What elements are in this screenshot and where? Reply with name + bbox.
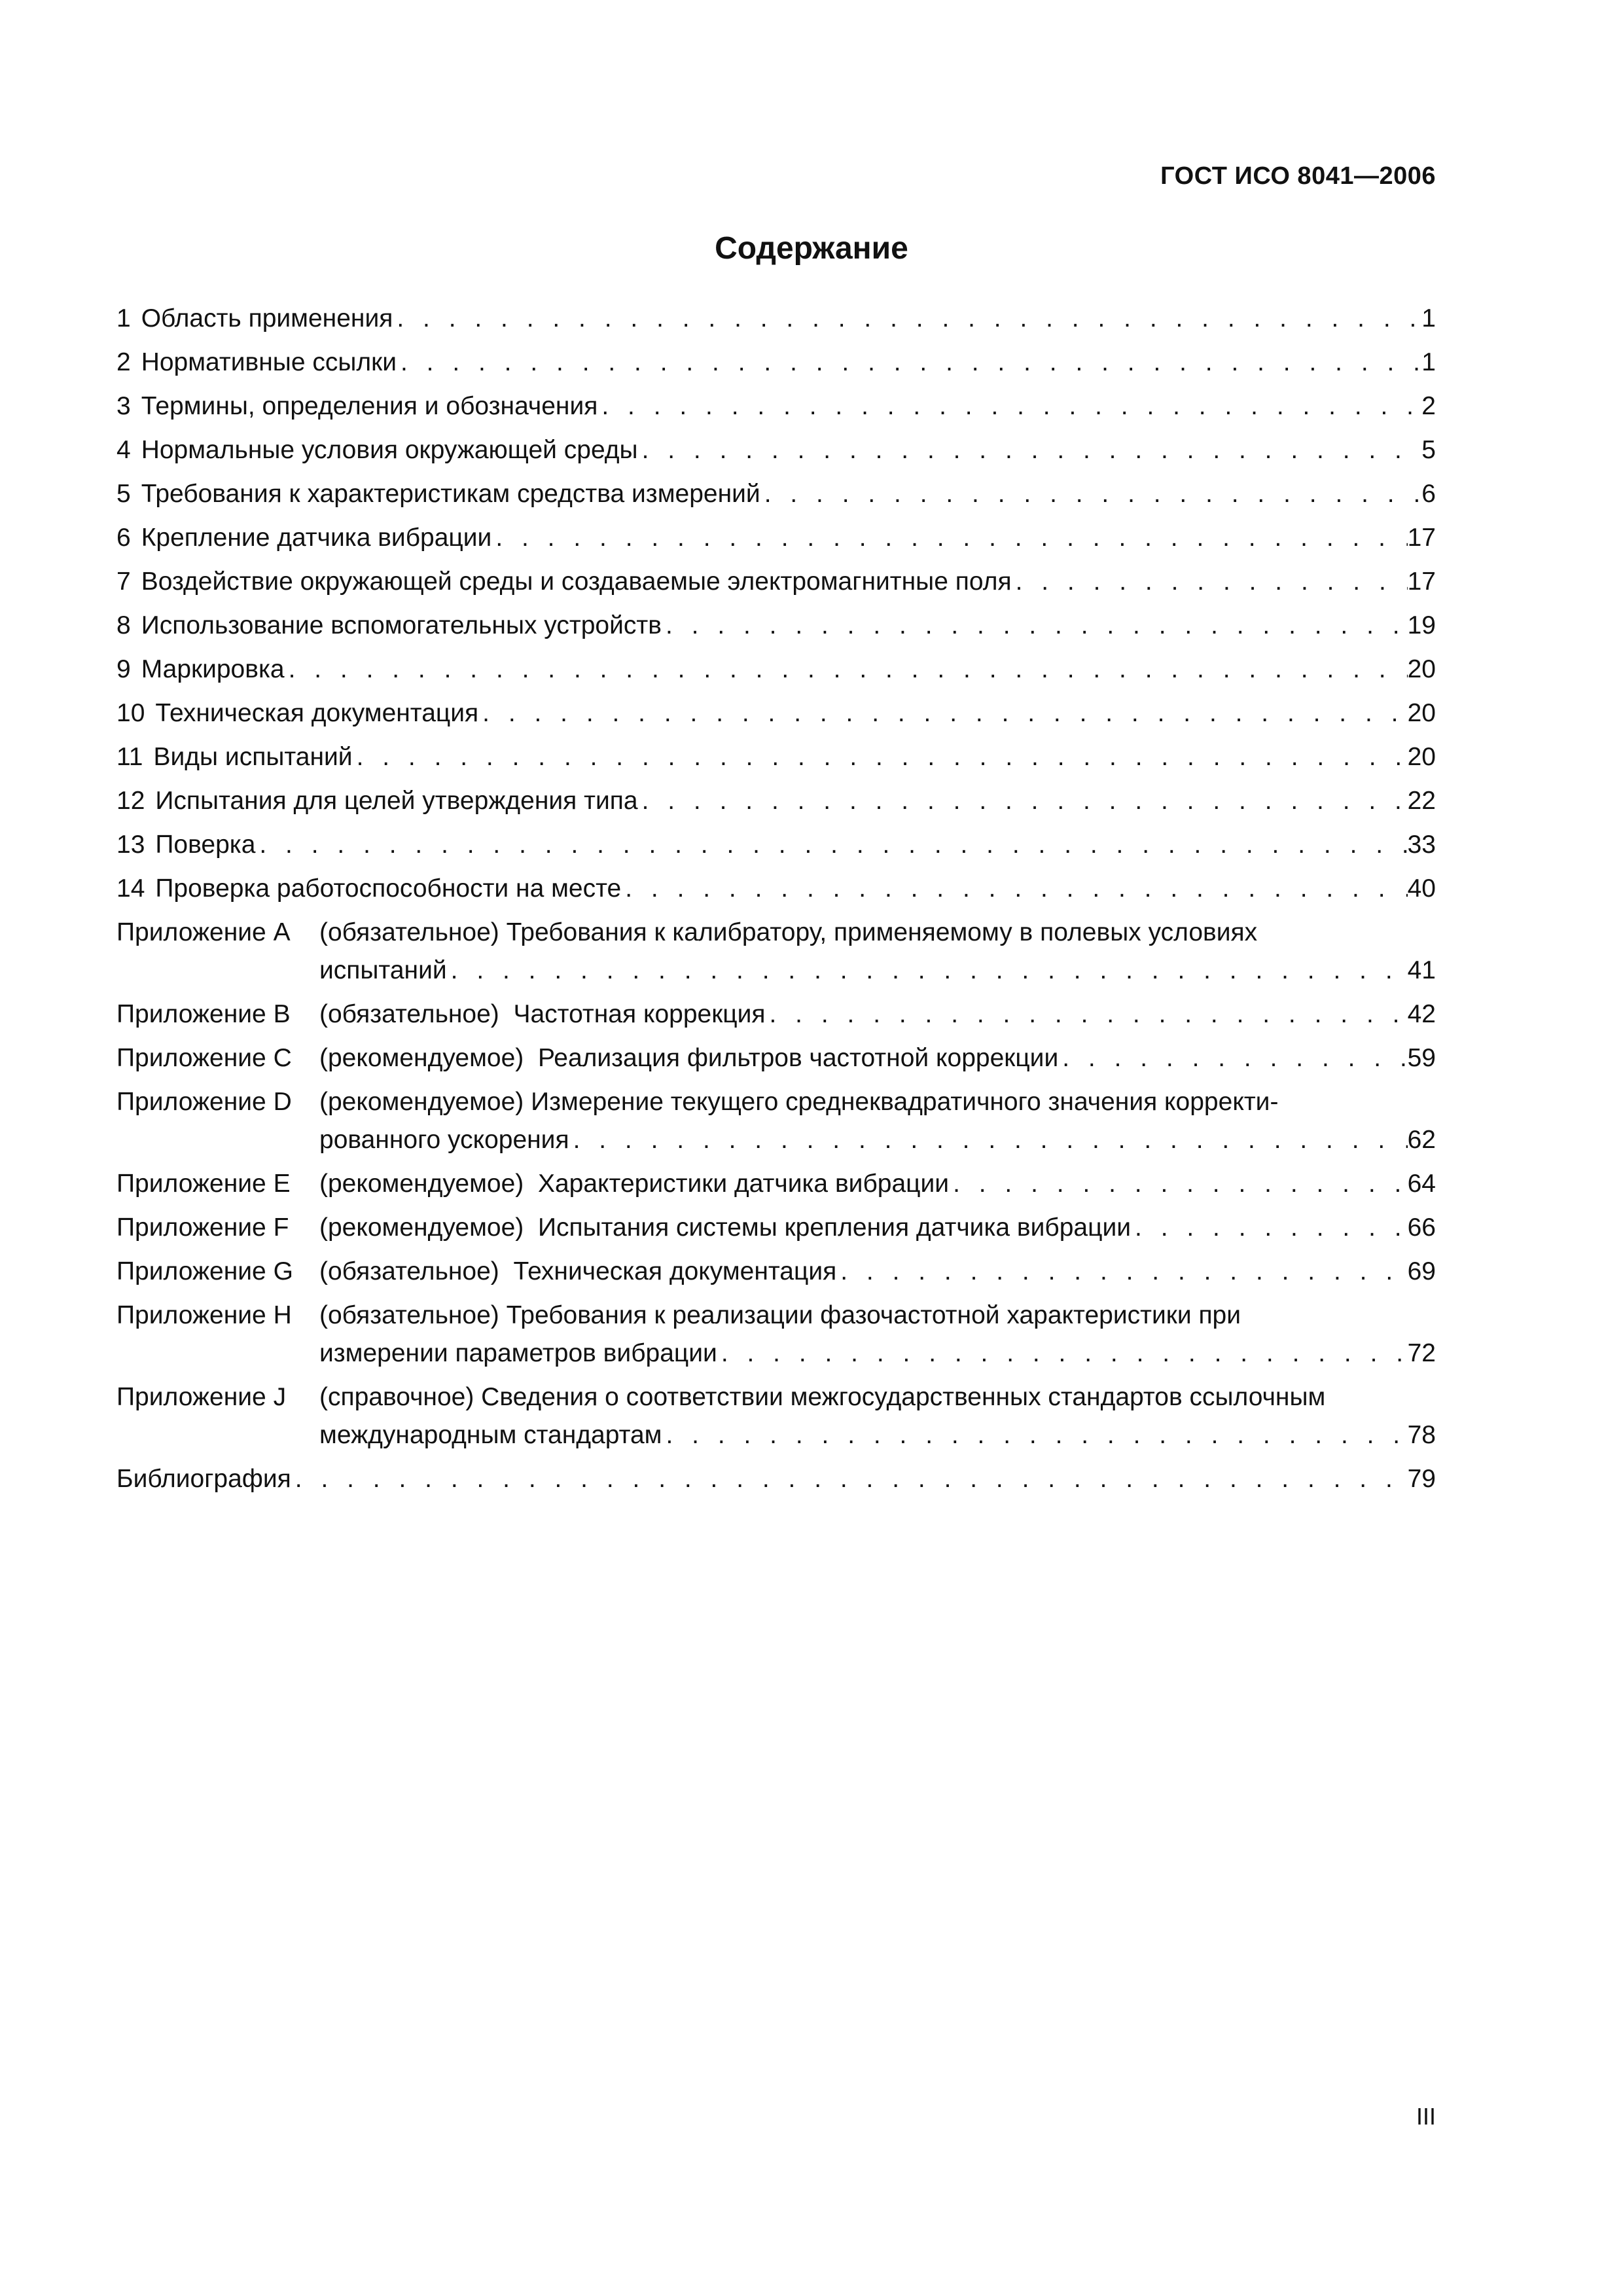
dot-leader [836, 1253, 1407, 1291]
dot-leader [662, 1416, 1408, 1454]
dot-leader [638, 782, 1408, 820]
toc-entry-body [319, 1083, 1436, 1159]
toc-entry-body [116, 344, 1436, 382]
dot-leader [393, 300, 1421, 338]
toc-entry-section-7[interactable] [116, 563, 1436, 601]
toc-entry-page: 6 [1421, 480, 1436, 508]
dot-leader [621, 870, 1407, 908]
dot-leader [478, 694, 1407, 732]
toc-entry-number: 14 [116, 874, 145, 903]
toc-entry-body [116, 475, 1436, 513]
dot-leader [597, 387, 1421, 425]
dot-leader [285, 651, 1408, 689]
toc-entry-title: Область применения [141, 304, 393, 332]
toc-entry-section-5[interactable] [116, 475, 1436, 513]
toc-entry-body [116, 694, 1436, 732]
toc-entry-line [116, 826, 1436, 864]
toc-entry-body [116, 519, 1436, 557]
dot-leader [717, 1335, 1408, 1372]
toc-entry-section-6[interactable] [116, 519, 1436, 557]
toc-entry-line [116, 519, 1436, 557]
appendix-label: Приложение J [116, 1383, 287, 1411]
toc-entry-number: 9 [116, 655, 131, 683]
dot-leader [638, 431, 1422, 469]
appendix-label: Приложение Н [116, 1301, 292, 1329]
toc-entry-page: 20 [1407, 655, 1436, 683]
toc-entry-page: 19 [1407, 611, 1436, 639]
toc-entry-body [116, 870, 1436, 908]
toc-entry-page: 62 [1407, 1126, 1436, 1154]
toc-entry-line [319, 952, 1436, 990]
dot-leader [491, 519, 1407, 557]
toc-entry-line [319, 1209, 1436, 1247]
toc-entry-body [116, 431, 1436, 469]
toc-entry-title: измерении параметров вибрации [319, 1339, 717, 1367]
toc-entry-body [319, 914, 1436, 990]
toc-entry-title: Библиография [116, 1465, 291, 1493]
toc-entry-appendix[interactable] [116, 1083, 1436, 1159]
toc-entry-page: 1 [1421, 304, 1436, 332]
dot-leader [662, 607, 1408, 645]
toc-entry-number: 11 [116, 743, 143, 771]
toc-entry-bibliography[interactable] [116, 1460, 1436, 1498]
toc-entry-appendix[interactable] [116, 1209, 1436, 1247]
toc-entry-section-13[interactable] [116, 826, 1436, 864]
toc-entry-section-9[interactable] [116, 651, 1436, 689]
toc-entry-title: Испытания для целей утверждения типа [155, 787, 638, 815]
toc-entry-body [116, 300, 1436, 338]
appendix-label: Приложение А [116, 918, 291, 946]
toc-entry-title: Проверка работоспособности на месте [155, 874, 622, 903]
dot-leader [447, 952, 1408, 990]
toc-entry-title: Маркировка [141, 655, 285, 683]
toc-entry-line [319, 1121, 1436, 1159]
toc-entry-page: 79 [1407, 1465, 1436, 1493]
toc-entry-line [319, 996, 1436, 1033]
toc-entry-number: 5 [116, 480, 131, 508]
toc-entry-line [116, 738, 1436, 776]
toc-entry-title: Воздействие окружающей среды и создаваемые электромагнитные поля [141, 567, 1012, 596]
toc-entry-appendix[interactable] [116, 996, 1436, 1033]
appendix-label: Приложение С [116, 1044, 292, 1072]
toc-entry-appendix[interactable] [116, 1039, 1436, 1077]
toc-entry-number: 4 [116, 436, 131, 464]
toc-entry-line [116, 344, 1436, 382]
toc-entry-page: 17 [1407, 524, 1436, 552]
toc-entry-title: Нормативные ссылки [141, 348, 397, 376]
toc-entry-line [319, 1335, 1436, 1372]
toc-entry-body [319, 1165, 1436, 1203]
toc-entry-title: (рекомендуемое) Реализация фильтров частотной коррекции [319, 1044, 1059, 1072]
toc-entry-line [116, 782, 1436, 820]
toc-entry-line [116, 387, 1436, 425]
appendix-label: Приложение Е [116, 1170, 291, 1198]
toc-entry-body [319, 1297, 1436, 1372]
toc-entry-body [116, 738, 1436, 776]
toc-entry-appendix[interactable] [116, 1297, 1436, 1372]
table-of-contents [116, 300, 1436, 1504]
toc-entry-body [319, 1039, 1436, 1077]
toc-entry-number: 7 [116, 567, 131, 596]
toc-entry-section-12[interactable] [116, 782, 1436, 820]
toc-entry-title: (справочное) Сведения о соответствии межгосударственных стандартов ссылочным [319, 1383, 1326, 1411]
toc-entry-body [319, 1209, 1436, 1247]
toc-entry-page: 5 [1421, 436, 1436, 464]
toc-entry-appendix[interactable] [116, 914, 1436, 990]
toc-entry-appendix[interactable] [116, 1165, 1436, 1203]
toc-entry-page: 20 [1407, 699, 1436, 727]
toc-entry-page: 22 [1407, 787, 1436, 815]
appendix-label: Приложение В [116, 1000, 291, 1028]
toc-entry-line [116, 651, 1436, 689]
toc-entry-line [116, 300, 1436, 338]
toc-entry-title: (обязательное) Частотная коррекция [319, 1000, 766, 1028]
toc-entry-body [116, 607, 1436, 645]
toc-entry-body [116, 826, 1436, 864]
toc-entry-section-14[interactable] [116, 870, 1436, 908]
toc-entry-line [116, 431, 1436, 469]
toc-entry-title: (обязательное) Требования к калибратору, применяемому в полевых условиях [319, 918, 1258, 946]
toc-entry-page: 69 [1407, 1257, 1436, 1285]
dot-leader [760, 475, 1422, 513]
toc-entry-page: 41 [1407, 956, 1436, 984]
toc-entry-section-3[interactable] [116, 387, 1436, 425]
toc-entry-title: испытаний [319, 956, 447, 984]
toc-entry-title: (обязательное) Техническая документация [319, 1257, 837, 1285]
toc-entry-title: Термины, определения и обозначения [141, 392, 598, 420]
toc-entry-title: Использование вспомогательных устройств [141, 611, 662, 639]
dot-leader [949, 1165, 1408, 1203]
toc-entry-title: (рекомендуемое) Измерение текущего среднеквадратичного значения корректи- [319, 1088, 1279, 1116]
toc-entry-title: Крепление датчика вибрации [141, 524, 492, 552]
toc-entry-page: 66 [1407, 1213, 1436, 1242]
toc-entry-body [319, 996, 1436, 1033]
toc-entry-line [116, 475, 1436, 513]
toc-sections [116, 300, 1436, 908]
toc-entry-title: международным стандартам [319, 1421, 662, 1449]
toc-entry-line [116, 607, 1436, 645]
toc-entry-body [116, 387, 1436, 425]
toc-entry-page: 1 [1421, 348, 1436, 376]
appendix-label: Приложение G [116, 1257, 293, 1285]
appendix-label: Приложение D [116, 1088, 292, 1116]
toc-entry-number: 10 [116, 699, 145, 727]
toc-entry-page: 64 [1407, 1170, 1436, 1198]
toc-entry-section-1[interactable] [116, 300, 1436, 338]
toc-entry-number: 13 [116, 831, 145, 859]
appendix-label: Приложение F [116, 1213, 289, 1242]
toc-entry-page: 17 [1407, 567, 1436, 596]
toc-entry-page: 40 [1407, 874, 1436, 903]
toc-title: Содержание [715, 231, 908, 266]
dot-leader [1012, 563, 1408, 601]
toc-entry-line [116, 563, 1436, 601]
toc-entry-page: 2 [1421, 392, 1436, 420]
toc-entry-section-4[interactable] [116, 431, 1436, 469]
toc-appendices [116, 914, 1436, 1454]
dot-leader [569, 1121, 1408, 1159]
toc-entry-title: рованного ускорения [319, 1126, 569, 1154]
toc-entry-section-8[interactable] [116, 607, 1436, 645]
toc-entry-line [319, 1416, 1436, 1454]
toc-entry-number: 1 [116, 304, 131, 332]
dot-leader [255, 826, 1407, 864]
dot-leader [397, 344, 1421, 382]
toc-entry-line [319, 1165, 1436, 1203]
toc-entry-title: (рекомендуемое) Характеристики датчика вибрации [319, 1170, 950, 1198]
toc-entry-body [319, 1378, 1436, 1454]
toc-entry-body [116, 782, 1436, 820]
toc-entry-section-2[interactable] [116, 344, 1436, 382]
toc-entry-number: 3 [116, 392, 131, 420]
toc-entry-page: 33 [1407, 831, 1436, 859]
toc-entry-line [319, 1039, 1436, 1077]
toc-entry-section-10[interactable] [116, 694, 1436, 732]
dot-leader [1131, 1209, 1408, 1247]
toc-entry-line [116, 694, 1436, 732]
toc-entry-title: Техническая документация [155, 699, 479, 727]
toc-entry-title: (обязательное) Требования к реализации фазочастотной характеристики при [319, 1301, 1241, 1329]
toc-entry-line [319, 1253, 1436, 1291]
toc-entry-title: (рекомендуемое) Испытания системы крепления датчика вибрации [319, 1213, 1132, 1242]
toc-entry-page: 72 [1407, 1339, 1436, 1367]
dot-leader [291, 1460, 1408, 1498]
toc-entry-appendix[interactable] [116, 1378, 1436, 1454]
toc-entry-title: Поверка [155, 831, 256, 859]
toc-entry-body [116, 651, 1436, 689]
page-number: III [1416, 2103, 1436, 2130]
toc-entry-title: Требования к характеристикам средства измерений [141, 480, 760, 508]
toc-entry-number: 8 [116, 611, 131, 639]
dot-leader [1058, 1039, 1407, 1077]
toc-entry-body [116, 563, 1436, 601]
toc-entry-title: Виды испытаний [153, 743, 353, 771]
toc-entry-page: 20 [1407, 743, 1436, 771]
toc-entry-number: 2 [116, 348, 131, 376]
toc-entry-section-11[interactable] [116, 738, 1436, 776]
toc-entry-page: 42 [1407, 1000, 1436, 1028]
toc-entry-line [116, 870, 1436, 908]
toc-entry-appendix[interactable] [116, 1253, 1436, 1291]
document-id: ГОСТ ИСО 8041—2006 [1160, 162, 1436, 190]
toc-entry-body [319, 1253, 1436, 1291]
toc-entry-title: Нормальные условия окружающей среды [141, 436, 638, 464]
toc-entry-page: 78 [1407, 1421, 1436, 1449]
toc-entry-number: 12 [116, 787, 145, 815]
dot-leader [766, 996, 1408, 1033]
dot-leader [353, 738, 1408, 776]
toc-entry-page: 59 [1407, 1044, 1436, 1072]
toc-entry-number: 6 [116, 524, 131, 552]
